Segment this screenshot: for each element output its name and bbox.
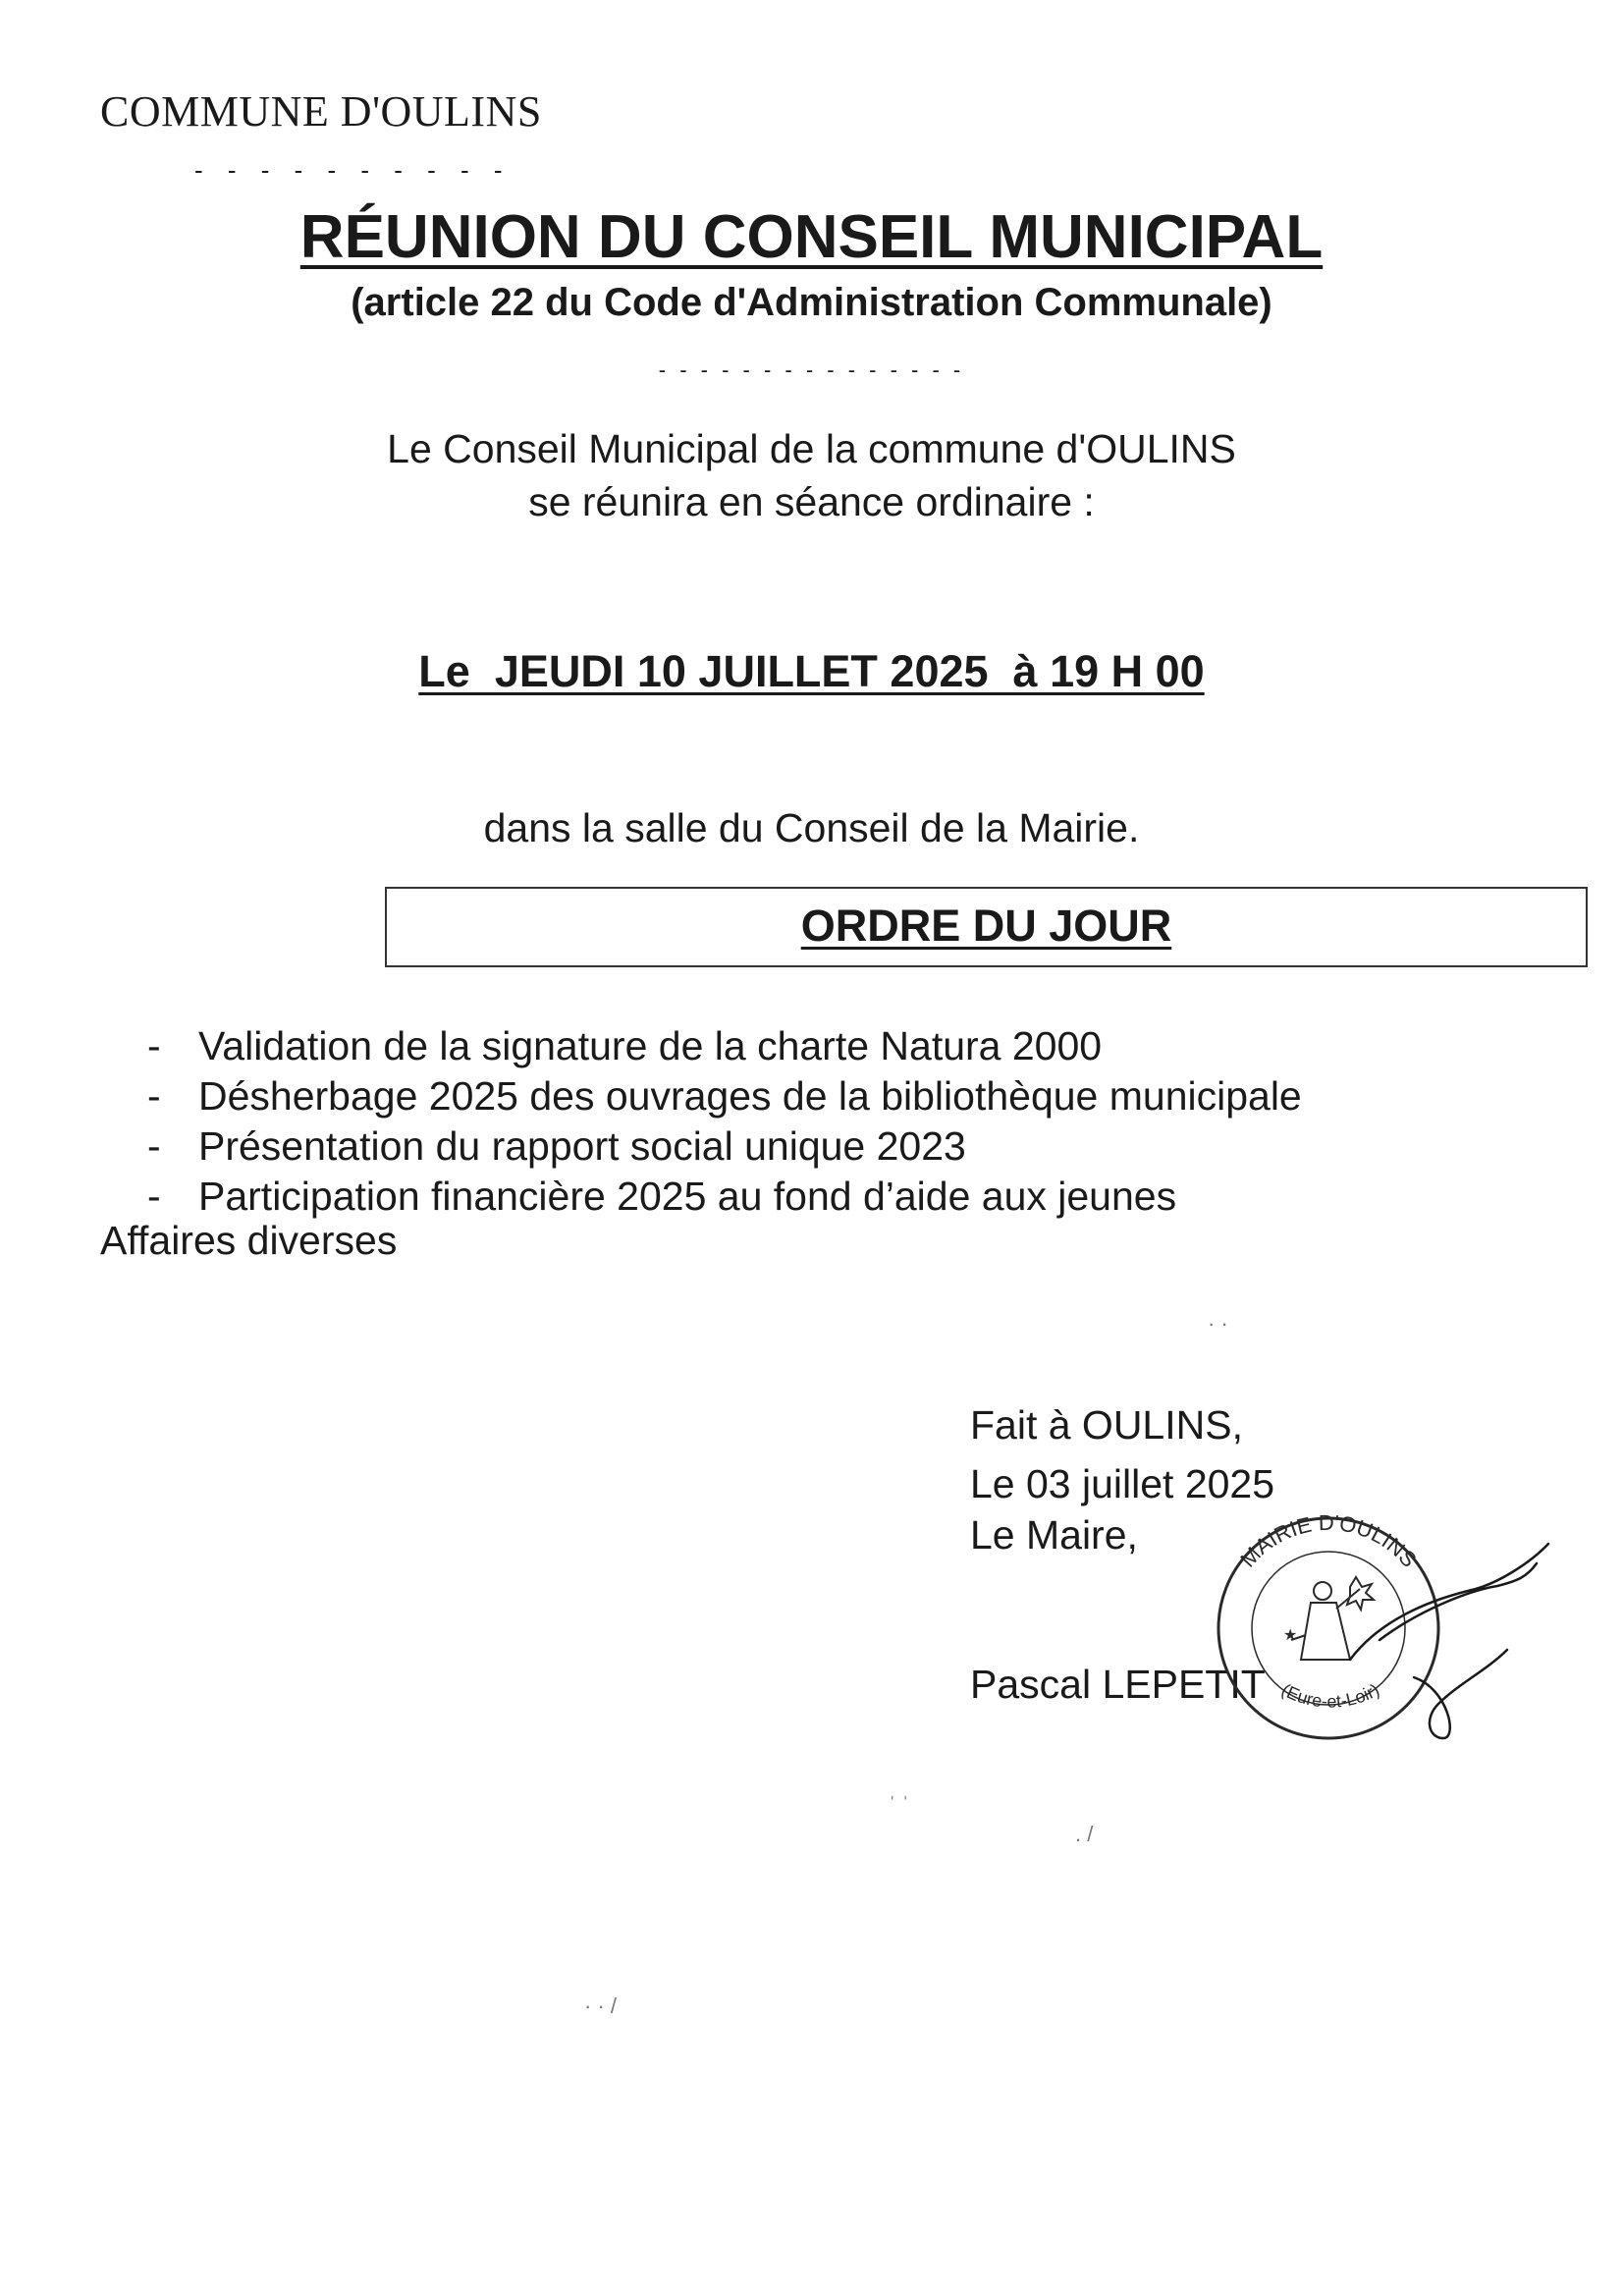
seal-text-top: MAIRIE D'OULINS (1235, 1509, 1422, 1572)
document-title: RÉUNION DU CONSEIL MUNICIPAL (299, 203, 1324, 271)
agenda-item (147, 1071, 1302, 1121)
agenda-list (147, 1021, 1302, 1222)
signature-date: Le 03 juillet 2025 (970, 1461, 1275, 1506)
agenda-item-text: Désherbage 2025 des ouvrages de la bibliothèque municipale (198, 1073, 1302, 1119)
seal-text-bottom: (Eure-et-Loir) (1277, 1679, 1383, 1712)
mairie-seal-stamp (1203, 1493, 1556, 1758)
list-bullet: - (147, 1123, 161, 1169)
signature-scribble (1350, 1544, 1548, 1738)
svg-text:★: ★ (1283, 1627, 1298, 1644)
scan-speck: · · (1208, 1311, 1228, 1336)
intro-line-1: Le Conseil Municipal de la commune d'OULINS (387, 426, 1236, 471)
title-separator: - - - - - - - - - - - - - - - (658, 357, 965, 382)
scan-speck: · · / (584, 1994, 617, 2018)
agenda-misc: Affaires diverses (100, 1218, 398, 1263)
agenda-header-box (385, 887, 1588, 967)
agenda-title: ORDRE DU JOUR (800, 901, 1172, 951)
scan-speck: ˈ ˈ (889, 1792, 909, 1817)
agenda-item (147, 1172, 1302, 1222)
agenda-item (147, 1021, 1302, 1071)
agenda-item-text: Validation de la signature de la charte Natura 2000 (198, 1023, 1103, 1068)
signature-role: Le Maire, (970, 1512, 1138, 1558)
scan-speck: . / (1075, 1822, 1094, 1846)
agenda-item-text: Présentation du rapport social unique 2023 (198, 1123, 966, 1169)
list-bullet: - (147, 1023, 161, 1068)
document-subtitle: (article 22 du Code d'Administration Communale) (351, 281, 1272, 324)
list-bullet: - (147, 1073, 161, 1119)
signature-name: Pascal LEPETIT (970, 1662, 1266, 1707)
list-bullet: - (147, 1174, 161, 1219)
meeting-location: dans la salle du Conseil de la Mairie. (483, 805, 1140, 850)
signature-place: Fait à OULINS, (970, 1402, 1243, 1448)
agenda-item (147, 1121, 1302, 1172)
intro-line-2: se réunira en séance ordinaire : (528, 479, 1095, 524)
commune-header: COMMUNE D'OULINS (100, 87, 542, 136)
meeting-datetime: Le JEUDI 10 JUILLET 2025 à 19 H 00 (418, 646, 1205, 696)
header-separator: - - - - - - - - - - (194, 155, 512, 185)
agenda-item-text: Participation financière 2025 au fond d’aide aux jeunes (198, 1174, 1177, 1219)
